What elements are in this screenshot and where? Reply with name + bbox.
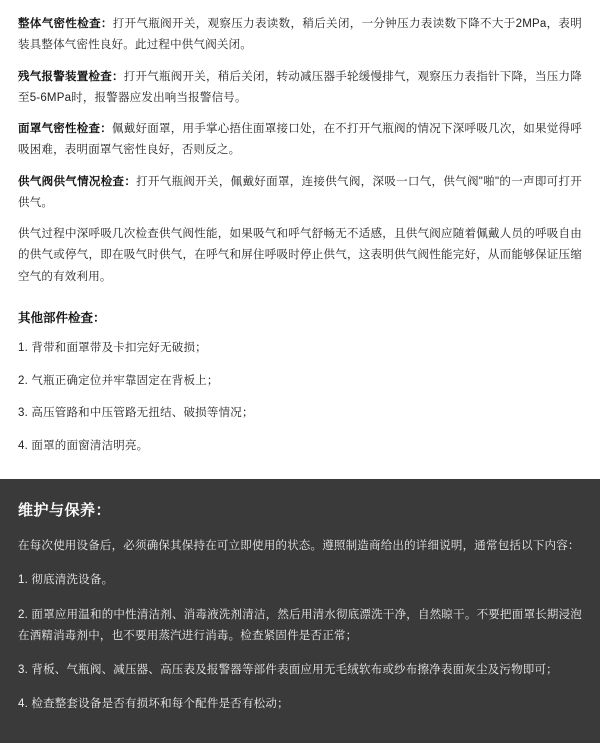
paragraph-lead: 面罩气密性检查： [18, 123, 113, 136]
paragraph-residual-alarm [18, 67, 582, 110]
list-item: 1. 彻底清洗设备。 [18, 574, 114, 587]
maintenance-heading: 维护与保养： [18, 501, 112, 519]
list-item: 1. 背带和面罩带及卡扣完好无破损； [18, 341, 207, 354]
paragraph-overall-airtightness [18, 14, 582, 57]
paragraph-supply-valve [18, 172, 582, 215]
list-item: 4. 检查整套设备是否有损坏和每个配件是否有松动； [18, 698, 289, 711]
paragraph-lead: 供气阀供气情况检查： [18, 175, 137, 188]
spacer [18, 298, 582, 304]
paragraph-text: 佩戴好面罩，用手掌心捂住面罩接口处，在不打开气瓶阀的情况下深呼吸几次，如果觉得呼吸困难，表明面罩气密性良好，否则反之。 [18, 123, 582, 157]
maintenance-section [0, 479, 600, 743]
paragraph-text: 打开气瓶阀开关，佩戴好面罩，连接供气阀，深吸一口气，供气阀"啪"的一声即可打开供气。 [18, 175, 582, 209]
other-parts-heading: 其他部件检查： [18, 310, 106, 325]
paragraph-lead: 整体气密性检查： [18, 18, 113, 30]
list-item: 2. 面罩应用温和的中性清洁剂、消毒液洗剂清洁，然后用清水彻底漂洗干净，自然晾干。不要把面罩长期浸泡在酒精消毒剂中，也不要用蒸汽进行消毒。检查紧固件是否正常； [18, 608, 582, 642]
list-item: 2. 气瓶正确定位并牢靠固定在背板上； [18, 374, 219, 387]
paragraph-lead: 残气报警装置检查： [18, 70, 124, 83]
maintenance-intro: 在每次使用设备后，必须确保其保持在可立即使用的状态。遵照制造商给出的详细说明，通常包括以下内容： [18, 539, 580, 552]
paragraph-mask-airtightness [18, 119, 582, 162]
list-item: 3. 背板、气瓶阀、减压器、高压表及报警器等部件表面应用无毛绒软布或纱布擦净表面灰尘及污物即可； [18, 664, 558, 677]
paragraph-supply-valve-detail: 供气过程中深呼吸几次检查供气阀性能，如果吸气和呼气舒畅无不适感，且供气阀应随着佩戴人员的呼吸自由的供气或停气，即在吸气时供气，在呼气和屏住呼吸时停止供气，这表明供气阀性能完好，从而能够保证压缩空气的有效利用。 [18, 228, 582, 283]
paragraph-text: 打开气瓶阀开关，稍后关闭，转动减压器手轮缓慢排气，观察压力表指针下降，当压力降至5-6MPa时，报警器应发出响当报警信号。 [18, 70, 582, 104]
paragraph-text: 打开气瓶阀开关，观察压力表读数，稍后关闭，一分钟压力表读数下降不大于2MPa，表明装具整体气密性良好。此过程中供气阀关闭。 [18, 18, 582, 52]
list-item: 4. 面罩的面窗清洁明亮。 [18, 439, 149, 452]
list-item: 3. 高压管路和中压管路无扭结、破损等情况； [18, 407, 254, 420]
